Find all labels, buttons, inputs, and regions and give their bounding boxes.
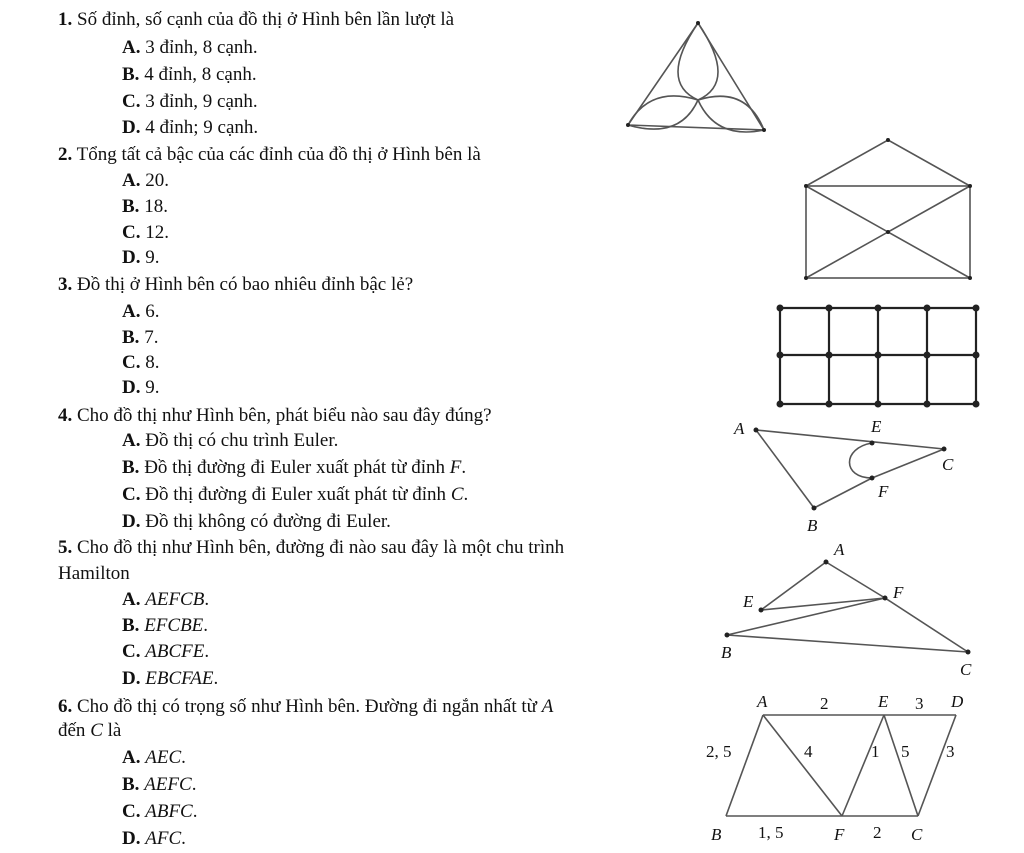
option-variable: AEFCB [145, 589, 205, 610]
option-tail: . [181, 747, 186, 768]
option-label: A. [122, 301, 141, 322]
fig1-arc [678, 23, 698, 100]
option-label: A. [122, 170, 141, 191]
fig6-weight-ec: 5 [901, 742, 910, 761]
fig6-weight-ab: 2, 5 [706, 742, 732, 761]
option-tail: . [192, 801, 198, 822]
fig6-label-c: C [911, 825, 923, 844]
option-variable: AEC [145, 747, 182, 768]
option-label: D. [122, 117, 141, 138]
question-number: 6. [58, 696, 73, 717]
fig2-roof [806, 140, 970, 186]
option-label: A. [122, 589, 141, 610]
fig4-label-a: A [734, 419, 745, 438]
option-label: A. [122, 430, 141, 451]
fig4-label-e: E [871, 417, 882, 436]
option-label: D. [122, 377, 141, 398]
option-variable: AEFC [144, 774, 192, 795]
option-text: 4 đỉnh; 9 cạnh. [145, 117, 259, 138]
option-label: D. [122, 668, 141, 689]
option-tail: . [191, 774, 197, 795]
fig4-label-c: C [942, 455, 954, 474]
question-variable: C [90, 720, 103, 741]
fig1-arc [698, 96, 764, 130]
option-label: B. [122, 196, 140, 217]
option-text: 9. [145, 247, 160, 268]
option-variable: ABFC [145, 801, 193, 822]
option-label: B. [122, 327, 140, 348]
fig6-weight-ef: 1 [871, 742, 880, 761]
option-text: 3 đỉnh, 8 cạnh. [145, 37, 258, 58]
fig6-weight-fc: 2 [873, 823, 882, 842]
option-tail: . [203, 615, 209, 636]
option-label: D. [122, 247, 141, 268]
question-number: 1. [58, 9, 73, 30]
fig6-label-a: A [757, 692, 768, 711]
option-label: A. [122, 37, 141, 58]
fig6-weight-dc: 3 [946, 742, 955, 761]
option-label: C. [122, 91, 141, 112]
question-text: Số đỉnh, số cạnh của đồ thị ở Hình bên lần lượt là [77, 9, 455, 30]
option-variable: AFC [145, 828, 182, 849]
option-tail: . [213, 668, 219, 689]
option-variable: C [450, 484, 464, 505]
option-label: D. [122, 511, 141, 532]
option-tail: . [204, 641, 210, 662]
option-variable: ABCFE [145, 641, 205, 662]
fig1-arc [698, 23, 718, 100]
fig6-label-d: D [951, 692, 964, 711]
option-label: C. [122, 801, 141, 822]
option-variable: EFCBE [144, 615, 204, 636]
question-text-continued: đến [58, 720, 86, 741]
option-text: Đồ thị có chu trình Euler. [145, 430, 339, 451]
option-text: 3 đỉnh, 9 cạnh. [145, 91, 258, 112]
fig5-label-c: C [960, 660, 972, 679]
fig6-label-b: B [711, 825, 722, 844]
fig5-label-a: A [834, 540, 845, 559]
fig1-triangle [628, 23, 764, 130]
figure-6-graph [726, 715, 956, 816]
option-text: 18. [144, 196, 168, 217]
fig6-weight-af: 4 [804, 742, 813, 761]
question-text: Đồ thị ở Hình bên có bao nhiêu đỉnh bậc lẻ? [77, 274, 414, 295]
option-tail: . [461, 457, 467, 478]
fig5-label-f: F [893, 583, 904, 602]
option-label: B. [122, 615, 140, 636]
option-text: 9. [145, 377, 160, 398]
option-tail: . [181, 828, 186, 849]
option-label: C. [122, 641, 141, 662]
option-label: A. [122, 747, 141, 768]
option-text: Đồ thị đường đi Euler xuất phát từ đỉnh [145, 484, 447, 505]
question-number: 4. [58, 405, 73, 426]
option-text: 6. [145, 301, 160, 322]
option-label: C. [122, 222, 141, 243]
option-text: 7. [144, 327, 159, 348]
option-text: 12. [145, 222, 169, 243]
option-label: B. [122, 774, 140, 795]
fig6-weight-ed: 3 [915, 694, 924, 713]
option-variable: EBCFAE [145, 668, 214, 689]
figure-1-graph [628, 23, 764, 132]
option-tail: . [463, 484, 469, 505]
figure-4-graph [756, 430, 944, 508]
option-text: Đồ thị không có đường đi Euler. [145, 511, 391, 532]
question-text: Cho đồ thị như Hình bên, đường đi nào sau đây là một chu trình [77, 537, 565, 558]
question-variable: A [541, 696, 554, 717]
question-number: 3. [58, 274, 73, 295]
fig4-label-b: B [807, 516, 818, 535]
question-text: Cho đồ thị có trọng số như Hình bên. Đường đi ngắn nhất từ [77, 696, 537, 717]
option-label: D. [122, 828, 141, 849]
option-label: B. [122, 64, 140, 85]
option-text: 8. [145, 352, 160, 373]
question-number: 5. [58, 537, 73, 558]
fig1-arc [628, 96, 698, 125]
question-text-tail: là [107, 720, 122, 741]
figure-2-graph [806, 140, 970, 278]
fig6-label-e: E [878, 692, 889, 711]
question-text-continued: Hamilton [58, 563, 130, 584]
fig5-label-b: B [721, 643, 732, 662]
figure-5-graph [727, 562, 968, 652]
option-tail: . [204, 589, 210, 610]
fig6-label-f: F [834, 825, 845, 844]
option-variable: F [449, 457, 462, 478]
option-text: Đồ thị đường đi Euler xuất phát từ đỉnh [144, 457, 446, 478]
question-text: Tổng tất cả bậc của các đỉnh của đồ thị ở Hình bên là [76, 144, 481, 165]
option-label: B. [122, 457, 140, 478]
option-label: C. [122, 352, 141, 373]
question-number: 2. [58, 144, 73, 165]
fig6-weight-bf: 1, 5 [758, 823, 784, 842]
fig4-label-f: F [878, 482, 889, 501]
question-text: Cho đồ thị như Hình bên, phát biểu nào sau đây đúng? [77, 405, 492, 426]
fig5-label-e: E [743, 592, 754, 611]
option-label: C. [122, 484, 141, 505]
fig6-weight-ae: 2 [820, 694, 829, 713]
option-text: 20. [145, 170, 169, 191]
option-text: 4 đỉnh, 8 cạnh. [144, 64, 257, 85]
